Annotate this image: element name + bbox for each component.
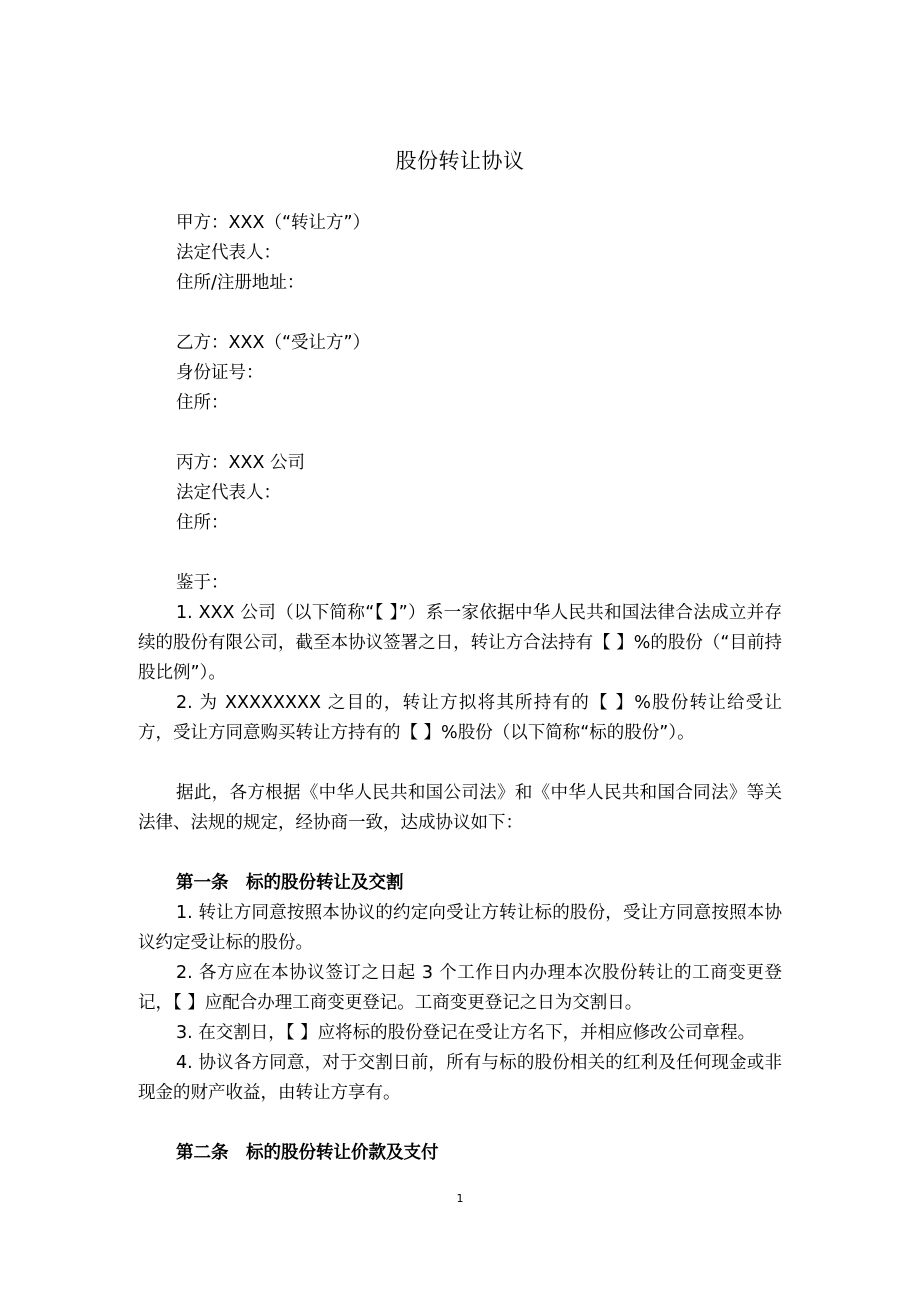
page-number: 1 [456, 1192, 464, 1205]
recital-item: 2. 为 XXXXXXXX 之目的，转让方拟将其所持有的【 】%股份转让给受让方，受让方同意购买转让方持有的【 】%股份（以下简称“标的股份”）。 [138, 693, 782, 743]
recitals-conclusion: 据此，各方根据《中华人民共和国公司法》和《中华人民共和国合同法》等关法律、法规的规定，经协商一致，达成协议如下： [138, 783, 782, 833]
party-c-representative: 法定代表人： [176, 483, 281, 503]
article-1-clause: 4. 协议各方同意，对于交割日前，所有与标的股份相关的红利及任何现金或非现金的财产收益，由转让方享有。 [138, 1053, 782, 1103]
party-c-name: 丙方：XXX 公司 [176, 453, 306, 473]
article-1-clause: 2. 各方应在本协议签订之日起 3 个工作日内办理本次股份转让的工商变更登记，【 】应配合办理工商变更登记。工商变更登记之日为交割日。 [138, 963, 782, 1013]
party-c-address: 住所： [176, 513, 229, 533]
party-a-address: 住所/注册地址： [176, 273, 305, 293]
document-title: 股份转让协议 [395, 149, 525, 173]
article-2-heading: 第二条 标的股份转让价款及支付 [176, 1143, 439, 1163]
party-b-id-number: 身份证号： [176, 363, 264, 383]
recital-item: 1. XXX 公司（以下简称“【 】”）系一家依据中华人民共和国法律合法成立并存续的股份有限公司，截至本协议签署之日，转让方合法持有【 】%的股份（“目前持股比例”）。 [138, 603, 782, 683]
party-a-name: 甲方：XXX（“转让方”） [176, 213, 371, 233]
party-b-name: 乙方：XXX（“受让方”） [176, 333, 371, 353]
article-1-heading: 第一条 标的股份转让及交割 [176, 873, 404, 893]
article-1-clause: 3. 在交割日，【 】应将标的股份登记在受让方名下，并相应修改公司章程。 [176, 1023, 756, 1043]
article-1-clause: 1. 转让方同意按照本协议的约定向受让方转让标的股份，受让方同意按照本协议约定受让标的股份。 [138, 903, 782, 953]
recitals-heading: 鉴于： [176, 573, 229, 593]
party-a-representative: 法定代表人： [176, 243, 281, 263]
party-b-address: 住所： [176, 393, 229, 413]
